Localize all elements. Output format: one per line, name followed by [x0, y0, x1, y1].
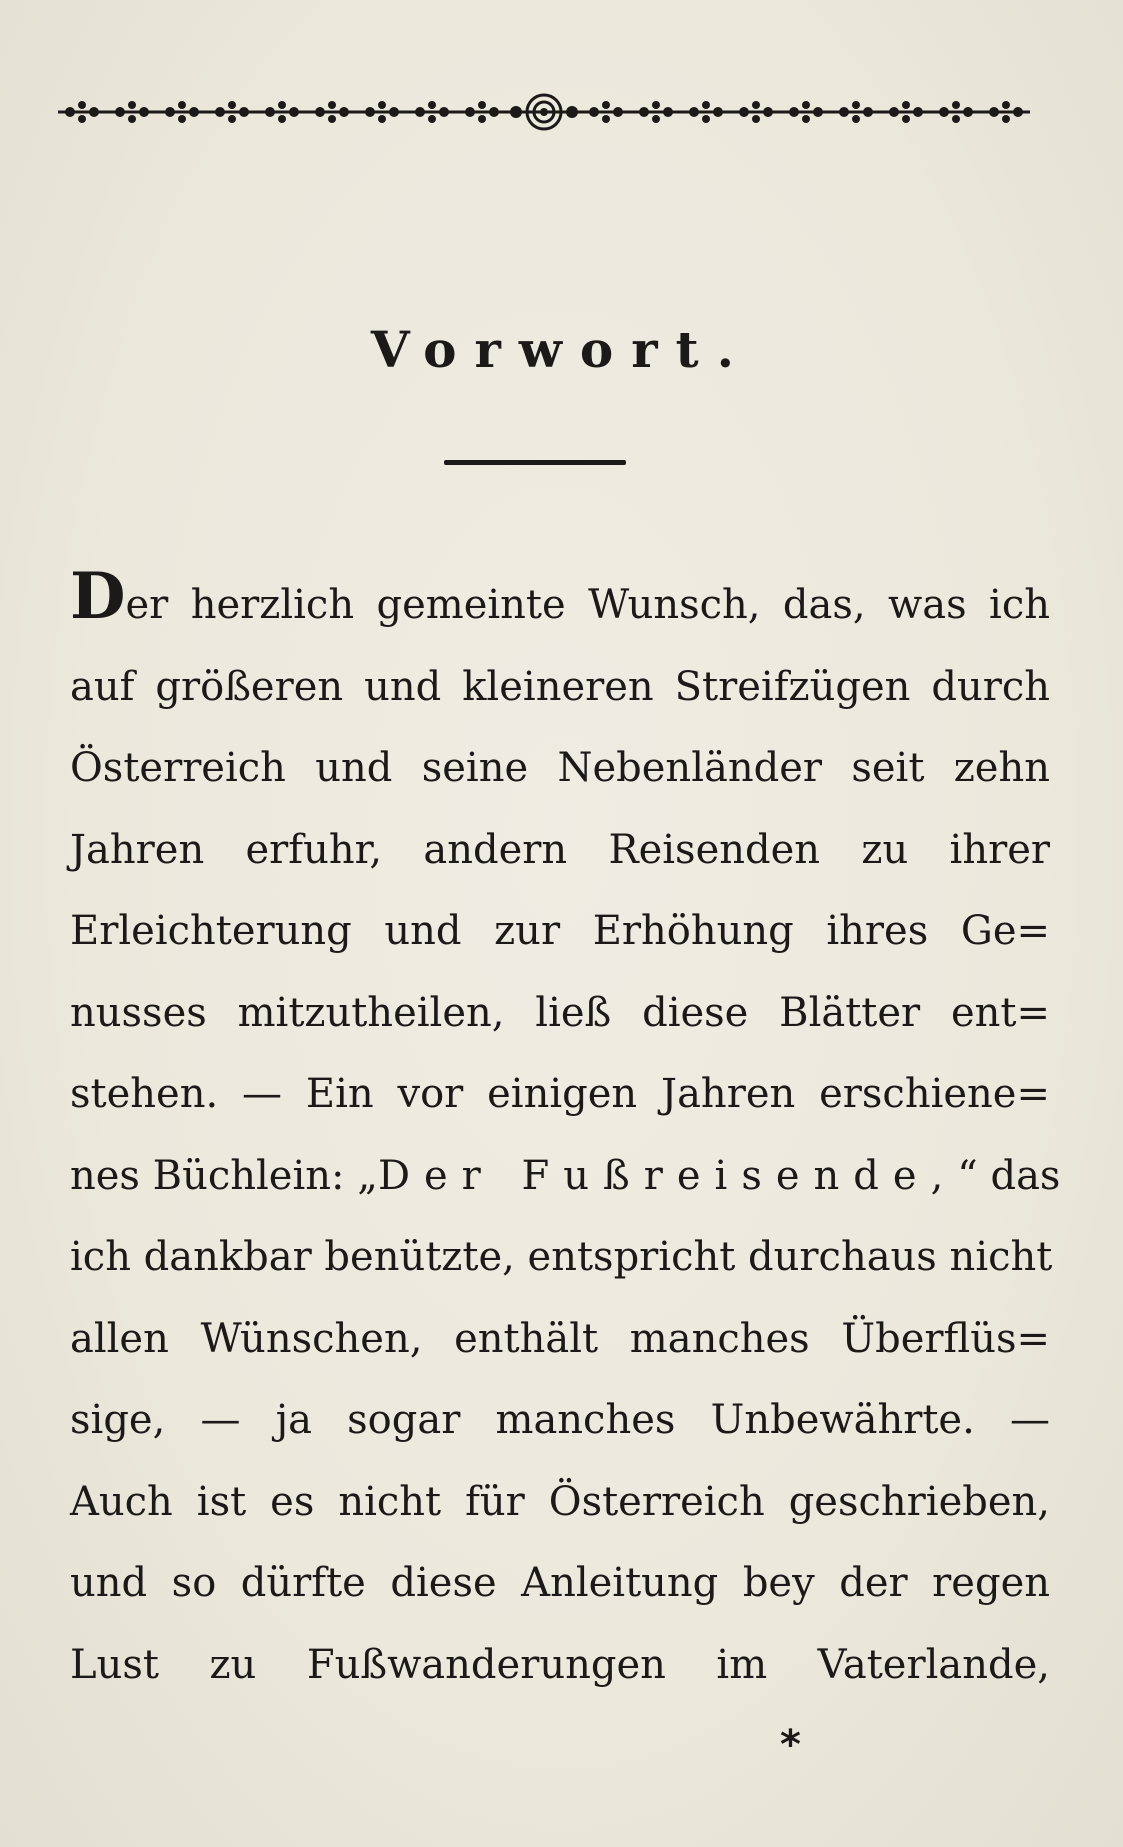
- heading-divider: [444, 460, 626, 465]
- drop-cap: D: [70, 559, 126, 634]
- text-line: Lust zu Fußwanderungen im Vaterlande,: [70, 1641, 1050, 1688]
- text-line: ich dankbar benützte, entspricht durchaus nicht: [70, 1234, 1053, 1280]
- text-line: Österreich und seine Nebenländer seit zehn: [70, 745, 1050, 791]
- text-line: nes Büchlein: „Der Fußreisende,“ das: [70, 1152, 1061, 1199]
- text-line: stehen. — Ein vor einigen Jahren erschiene=: [70, 1071, 1050, 1117]
- text-line: Jahren erfuhr, andern Reisenden zu ihrer: [70, 826, 1050, 873]
- text-line: sige, — ja sogar manches Unbewährte. —: [70, 1397, 1050, 1443]
- text-line: auf größeren und kleineren Streifzügen durch: [70, 663, 1050, 710]
- text-line: Der herzlich gemeinte Wunsch, das, was ich: [70, 559, 1050, 634]
- page-heading: Vorwort.: [370, 320, 753, 379]
- text-line: allen Wünschen, enthält manches Überflüs=: [70, 1315, 1050, 1362]
- signature-mark: *: [780, 1722, 801, 1768]
- text-line: Erleichterung und zur Erhöhung ihres Ge=: [70, 908, 1050, 954]
- body-text: [70, 559, 1061, 1706]
- ornamental-border: [58, 92, 1030, 132]
- text-line: Auch ist es nicht für Österreich geschrieben,: [70, 1478, 1050, 1525]
- text-line: und so dürfte diese Anleitung bey der regen: [70, 1560, 1050, 1606]
- text-line: nusses mitzutheilen, ließ diese Blätter ent=: [70, 989, 1050, 1036]
- book-title-reference: Der Fußreisende,: [377, 1152, 958, 1199]
